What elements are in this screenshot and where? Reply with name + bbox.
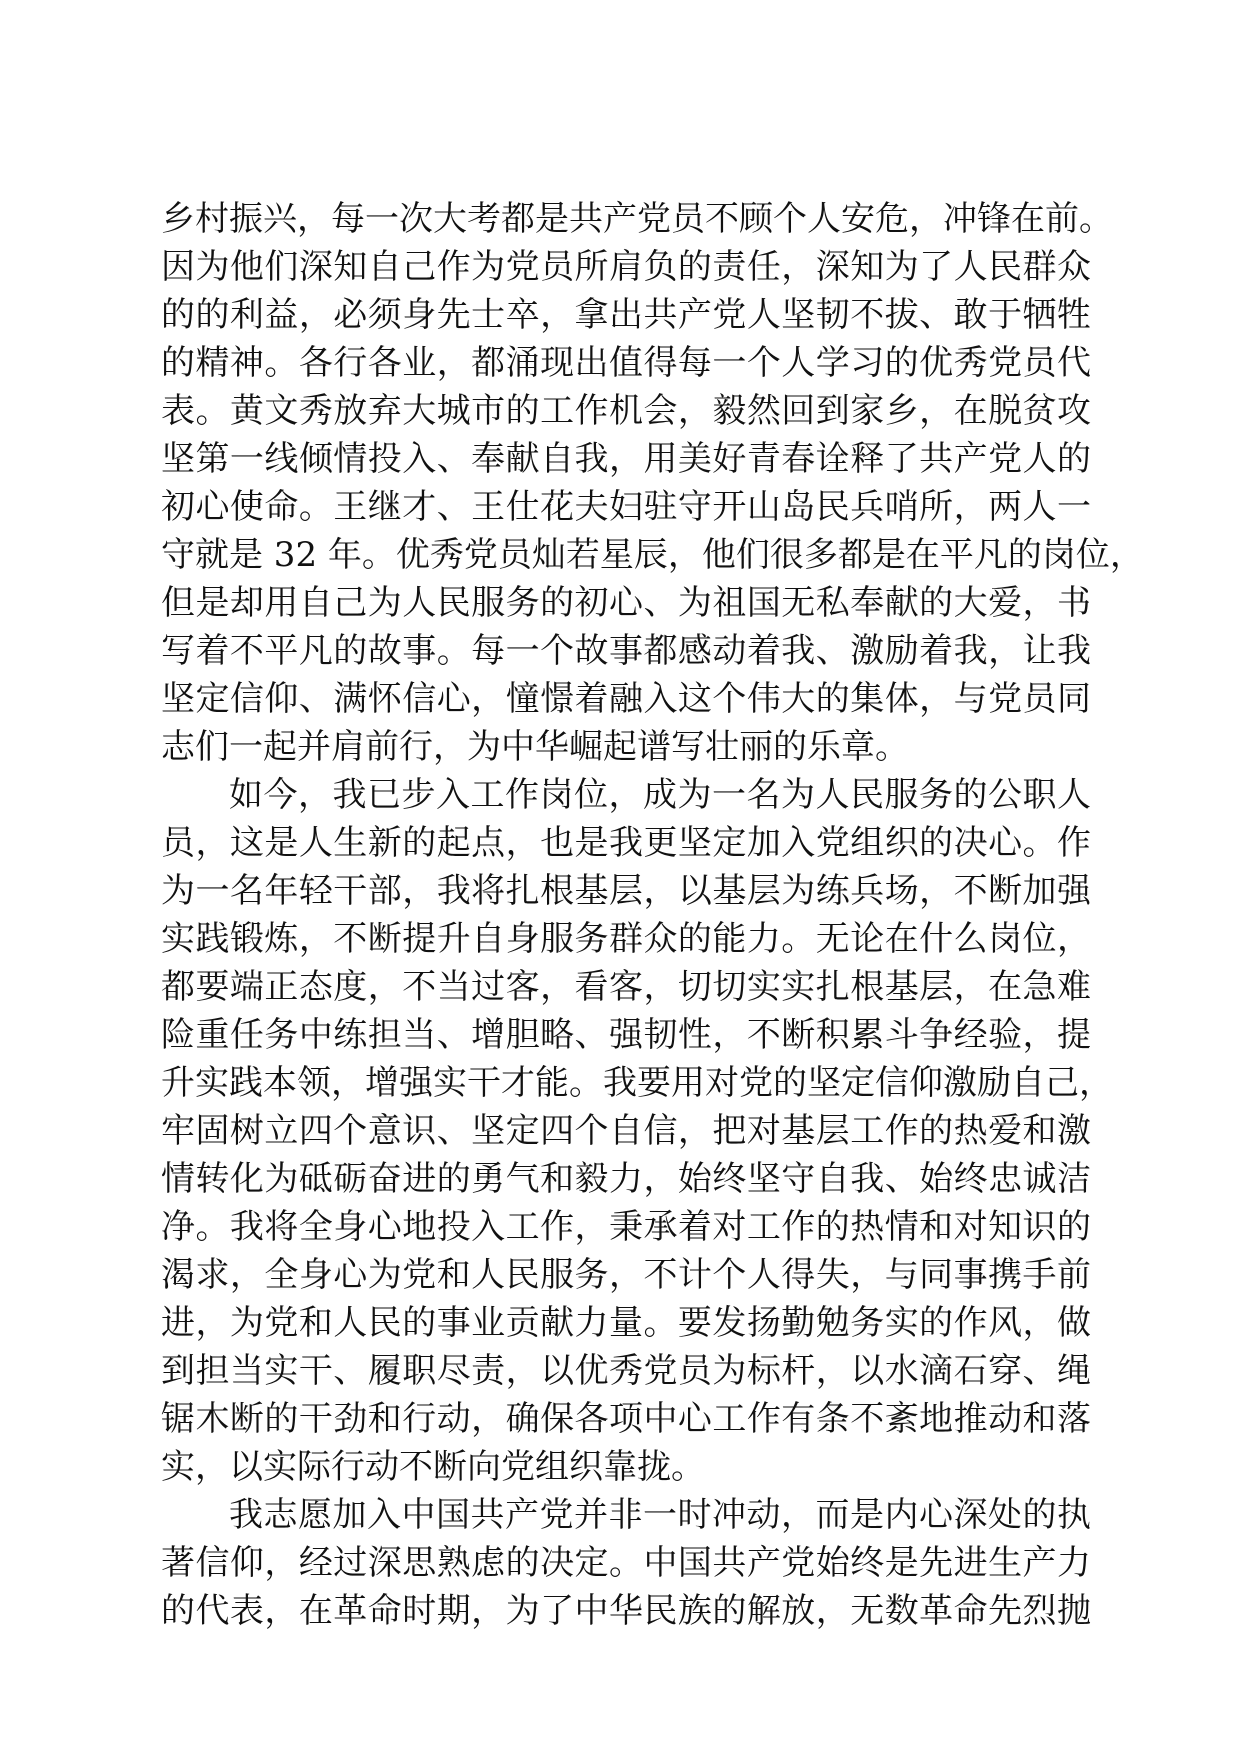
text-line: 乡村振兴，每一次大考都是共产党员不顾个人安危，冲锋在前。 [161, 199, 1113, 239]
text-line: 都要端正态度，不当过客，看客，切切实实扎根基层，在急难 [161, 967, 1091, 1007]
text-line: 险重任务中练担当、增胆略、强韧性，不断积累斗争经验，提 [161, 1015, 1091, 1055]
text-line: 的代表，在革命时期，为了中华民族的解放，无数革命先烈抛 [161, 1591, 1091, 1631]
text-line: 坚定信仰、满怀信心，憧憬着融入这个伟大的集体，与党员同 [161, 679, 1091, 719]
text-line: 实，以实际行动不断向党组织靠拢。 [161, 1447, 705, 1487]
text-line: 升实践本领，增强实干才能。我要用对党的坚定信仰激励自己， [161, 1063, 1113, 1103]
text-line: 锯木断的干劲和行动，确保各项中心工作有条不紊地推动和落 [161, 1399, 1091, 1439]
text-line: 情转化为砥砺奋进的勇气和毅力，始终坚守自我、始终忠诚洁 [161, 1159, 1091, 1199]
body-text [161, 199, 1144, 1639]
text-line: 坚第一线倾情投入、奉献自我，用美好青春诠释了共产党人的 [161, 439, 1091, 479]
text-line: 牢固树立四个意识、坚定四个自信，把对基层工作的热爱和激 [161, 1111, 1091, 1151]
text-line: 到担当实干、履职尽责，以优秀党员为标杆，以水滴石穿、绳 [161, 1351, 1091, 1391]
text-line: 写着不平凡的故事。每一个故事都感动着我、激励着我，让我 [161, 631, 1091, 671]
text-line: 净。我将全身心地投入工作，秉承着对工作的热情和对知识的 [161, 1207, 1091, 1247]
text-line: 守就是 32 年。优秀党员灿若星辰，他们很多都是在平凡的岗位， [161, 535, 1144, 575]
text-line: 的精神。各行各业，都涌现出值得每一个人学习的优秀党员代 [161, 343, 1091, 383]
paragraph-start-line: 我志愿加入中国共产党并非一时冲动，而是内心深处的执 [229, 1495, 1091, 1535]
text-line: 员，这是人生新的起点，也是我更坚定加入党组织的决心。作 [161, 823, 1091, 863]
paragraph-start-line: 如今，我已步入工作岗位，成为一名为人民服务的公职人 [229, 775, 1091, 815]
text-line: 进，为党和人民的事业贡献力量。要发扬勤勉务实的作风，做 [161, 1303, 1091, 1343]
text-line: 为一名年轻干部，我将扎根基层，以基层为练兵场，不断加强 [161, 871, 1091, 911]
text-line: 但是却用自己为人民服务的初心、为祖国无私奉献的大爱，书 [161, 583, 1091, 623]
text-line: 表。黄文秀放弃大城市的工作机会，毅然回到家乡，在脱贫攻 [161, 391, 1091, 431]
text-line: 的的利益，必须身先士卒，拿出共产党人坚韧不拔、敢于牺牲 [161, 295, 1091, 335]
text-line: 实践锻炼，不断提升自身服务群众的能力。无论在什么岗位， [161, 919, 1091, 959]
text-line: 志们一起并肩前行，为中华崛起谱写壮丽的乐章。 [161, 727, 909, 767]
text-line: 初心使命。王继才、王仕花夫妇驻守开山岛民兵哨所，两人一 [161, 487, 1091, 527]
text-line: 渴求，全身心为党和人民服务，不计个人得失，与同事携手前 [161, 1255, 1091, 1295]
text-line: 著信仰，经过深思熟虑的决定。中国共产党始终是先进生产力 [161, 1543, 1091, 1583]
text-line: 因为他们深知自己作为党员所肩负的责任，深知为了人民群众 [161, 247, 1091, 287]
